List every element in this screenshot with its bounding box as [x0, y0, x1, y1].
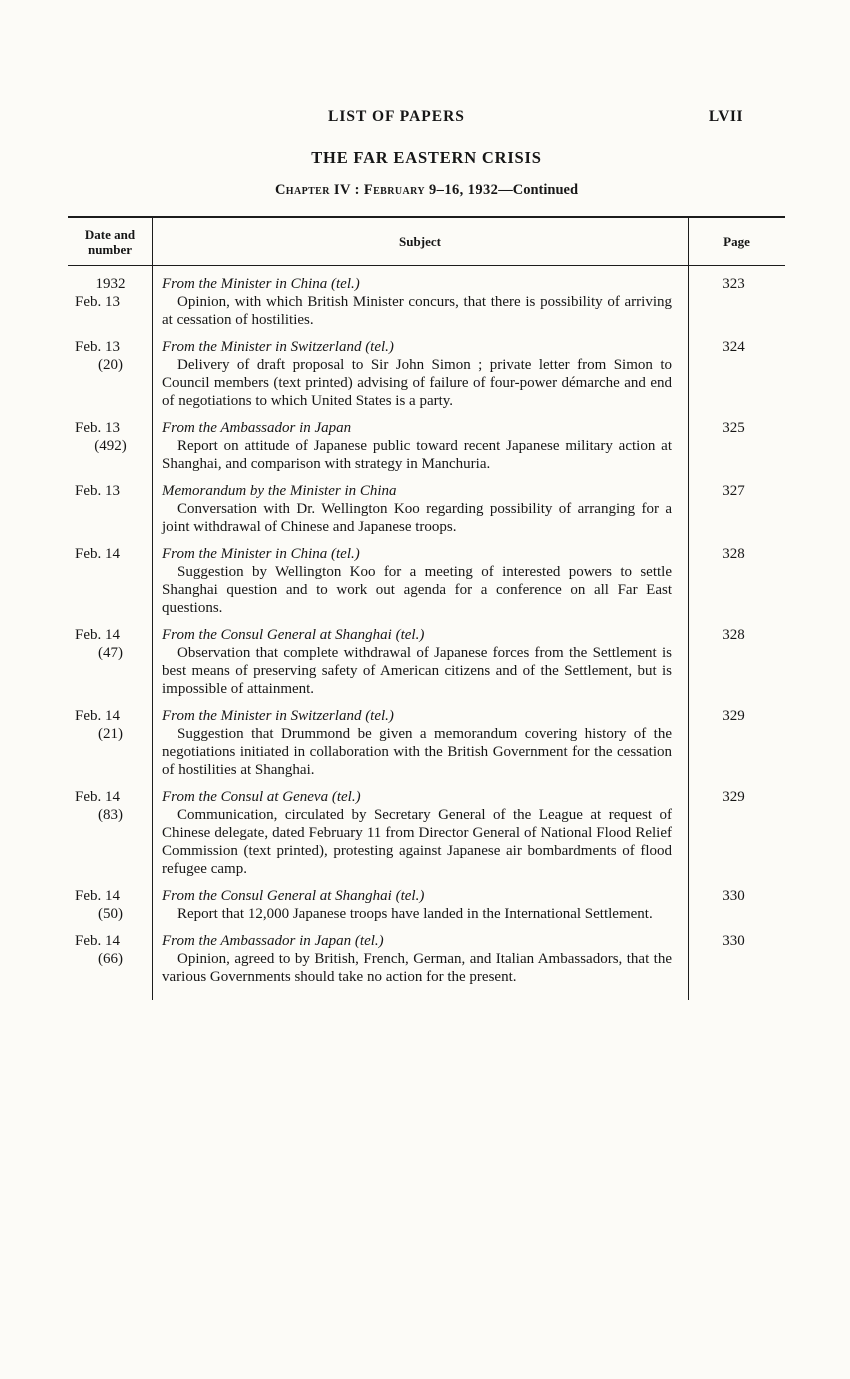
- page-number-cell: 329: [722, 708, 745, 724]
- column-divider: [152, 218, 153, 1000]
- section-title: THE FAR EASTERN CRISIS: [311, 148, 542, 167]
- papers-table: [68, 216, 785, 1000]
- page-number-cell: 328: [722, 546, 745, 562]
- entry-title: From the Minister in Switzerland (tel.): [162, 339, 394, 355]
- entry-title: From the Ambassador in Japan (tel.): [162, 933, 384, 949]
- entry-title: From the Minister in China (tel.): [162, 276, 360, 292]
- date-number-cell: [68, 329, 152, 410]
- document-number: (492): [94, 438, 127, 454]
- folio-number: LVII: [708, 108, 743, 125]
- subject-cell: [152, 923, 688, 986]
- table-row: [68, 779, 785, 878]
- subject-cell: [152, 536, 688, 617]
- entry-summary: Delivery of draft proposal to Sir John Simon ; private letter from Simon to Council members (text printed) advising of failure of four-power démarche and end of negotiations to which United States is a party.: [162, 357, 672, 409]
- entry-summary: Conversation with Dr. Wellington Koo regarding possibility of arranging for a joint withdrawal of Chinese and Japanese troops.: [162, 501, 672, 535]
- date-number-cell: [68, 266, 152, 329]
- document-number: (50): [98, 906, 123, 922]
- page-number-cell: 329: [722, 789, 745, 805]
- date-label: Feb. 14: [75, 933, 120, 949]
- date-label: Feb. 14: [75, 546, 120, 562]
- table-row: [68, 266, 785, 329]
- page-number-cell: 325: [722, 420, 745, 436]
- subject-cell: [152, 329, 688, 410]
- table-row: [68, 536, 785, 617]
- date-label: Feb. 13: [75, 339, 120, 355]
- entry-summary: Suggestion by Wellington Koo for a meeting of interested powers to settle Shanghai question and to work out agenda for a conference on all Far East questions.: [162, 564, 672, 616]
- list-of-papers-heading: LIST OF PAPERS: [328, 108, 465, 125]
- date-label: Feb. 13: [75, 483, 120, 499]
- date-label: Feb. 14: [75, 708, 120, 724]
- date-label: Feb. 14: [75, 789, 120, 805]
- page-number-cell: 328: [722, 627, 745, 643]
- running-head: [68, 108, 785, 128]
- chapter-label: Chapter IV : February 9–16, 1932: [274, 182, 499, 198]
- document-number: (47): [98, 645, 123, 661]
- table-row: [68, 878, 785, 923]
- entry-title: From the Consul General at Shanghai (tel.): [162, 888, 425, 904]
- year-label: 1932: [95, 276, 126, 292]
- date-label: Feb. 13: [75, 420, 120, 436]
- table-row: [68, 473, 785, 536]
- page-number-cell: 323: [722, 276, 745, 292]
- column-header-subject: Subject: [399, 234, 441, 249]
- entry-title: From the Ambassador in Japan: [162, 420, 352, 436]
- table-row: [68, 698, 785, 779]
- entry-summary: Report on attitude of Japanese public toward recent Japanese military action at Shanghai, and comparison with strategy in Manchuria.: [162, 438, 672, 472]
- date-number-cell: [68, 410, 152, 473]
- column-divider: [688, 218, 689, 1000]
- document-number: (21): [98, 726, 123, 742]
- table-row: [68, 410, 785, 473]
- entry-title: From the Consul at Geneva (tel.): [162, 789, 361, 805]
- entry-title: From the Consul General at Shanghai (tel.): [162, 627, 425, 643]
- subject-cell: [152, 473, 688, 536]
- entry-summary: Opinion, agreed to by British, French, German, and Italian Ambassadors, that the various Governments should take no action for the present.: [162, 951, 672, 985]
- page-number-cell: 324: [722, 339, 745, 355]
- page-number-cell: 330: [722, 888, 745, 904]
- table-row: [68, 923, 785, 986]
- subject-cell: [152, 878, 688, 923]
- entry-title: Memorandum by the Minister in China: [162, 483, 397, 499]
- entry-summary: Suggestion that Drummond be given a memorandum covering history of the negotiations initiated in collaboration with the British Government for the cessation of hostilities at Shanghai.: [162, 726, 672, 778]
- table-row: [68, 617, 785, 698]
- entry-title: From the Minister in Switzerland (tel.): [162, 708, 394, 724]
- table-header-row: [68, 218, 785, 266]
- subject-cell: [152, 698, 688, 779]
- date-number-cell: [68, 473, 152, 536]
- date-number-cell: [68, 617, 152, 698]
- entry-summary: Opinion, with which British Minister concurs, that there is possibility of arriving at cessation of hostilities.: [162, 294, 672, 328]
- continued-label: —Continued: [498, 182, 579, 198]
- table-row: [68, 329, 785, 410]
- date-number-cell: [68, 779, 152, 878]
- subject-cell: [152, 410, 688, 473]
- subject-cell: [152, 779, 688, 878]
- page-number-cell: 327: [722, 483, 745, 499]
- document-number: (20): [98, 357, 123, 373]
- date-number-cell: [68, 923, 152, 986]
- table-body: [68, 266, 785, 1000]
- entry-title: From the Minister in China (tel.): [162, 546, 360, 562]
- entry-summary: Observation that complete withdrawal of Japanese forces from the Settlement is best means of preserving safety of American citizens and of the Settlement, but is impossible of attainment.: [162, 645, 672, 697]
- date-number-cell: [68, 878, 152, 923]
- column-header-page: Page: [723, 234, 750, 249]
- date-label: Feb. 13: [75, 294, 120, 310]
- column-header-date-number: Date and number: [84, 226, 136, 257]
- document-number: (66): [98, 951, 123, 967]
- date-number-cell: [68, 698, 152, 779]
- entry-summary: Report that 12,000 Japanese troops have landed in the International Settlement.: [177, 906, 653, 922]
- text-block: [68, 0, 785, 1000]
- subject-cell: [152, 617, 688, 698]
- page-number-cell: 330: [722, 933, 745, 949]
- chapter-line: [68, 182, 785, 199]
- date-label: Feb. 14: [75, 627, 120, 643]
- entry-summary: Communication, circulated by Secretary General of the League at request of Chinese delegate, dated February 11 from Director General of National Flood Relief Commission (text printed), protesting against Japanese air bombardments of flood refugee camp.: [162, 807, 672, 877]
- document-number: (83): [98, 807, 123, 823]
- subject-cell: [152, 266, 688, 329]
- date-number-cell: [68, 536, 152, 617]
- date-label: Feb. 14: [75, 888, 120, 904]
